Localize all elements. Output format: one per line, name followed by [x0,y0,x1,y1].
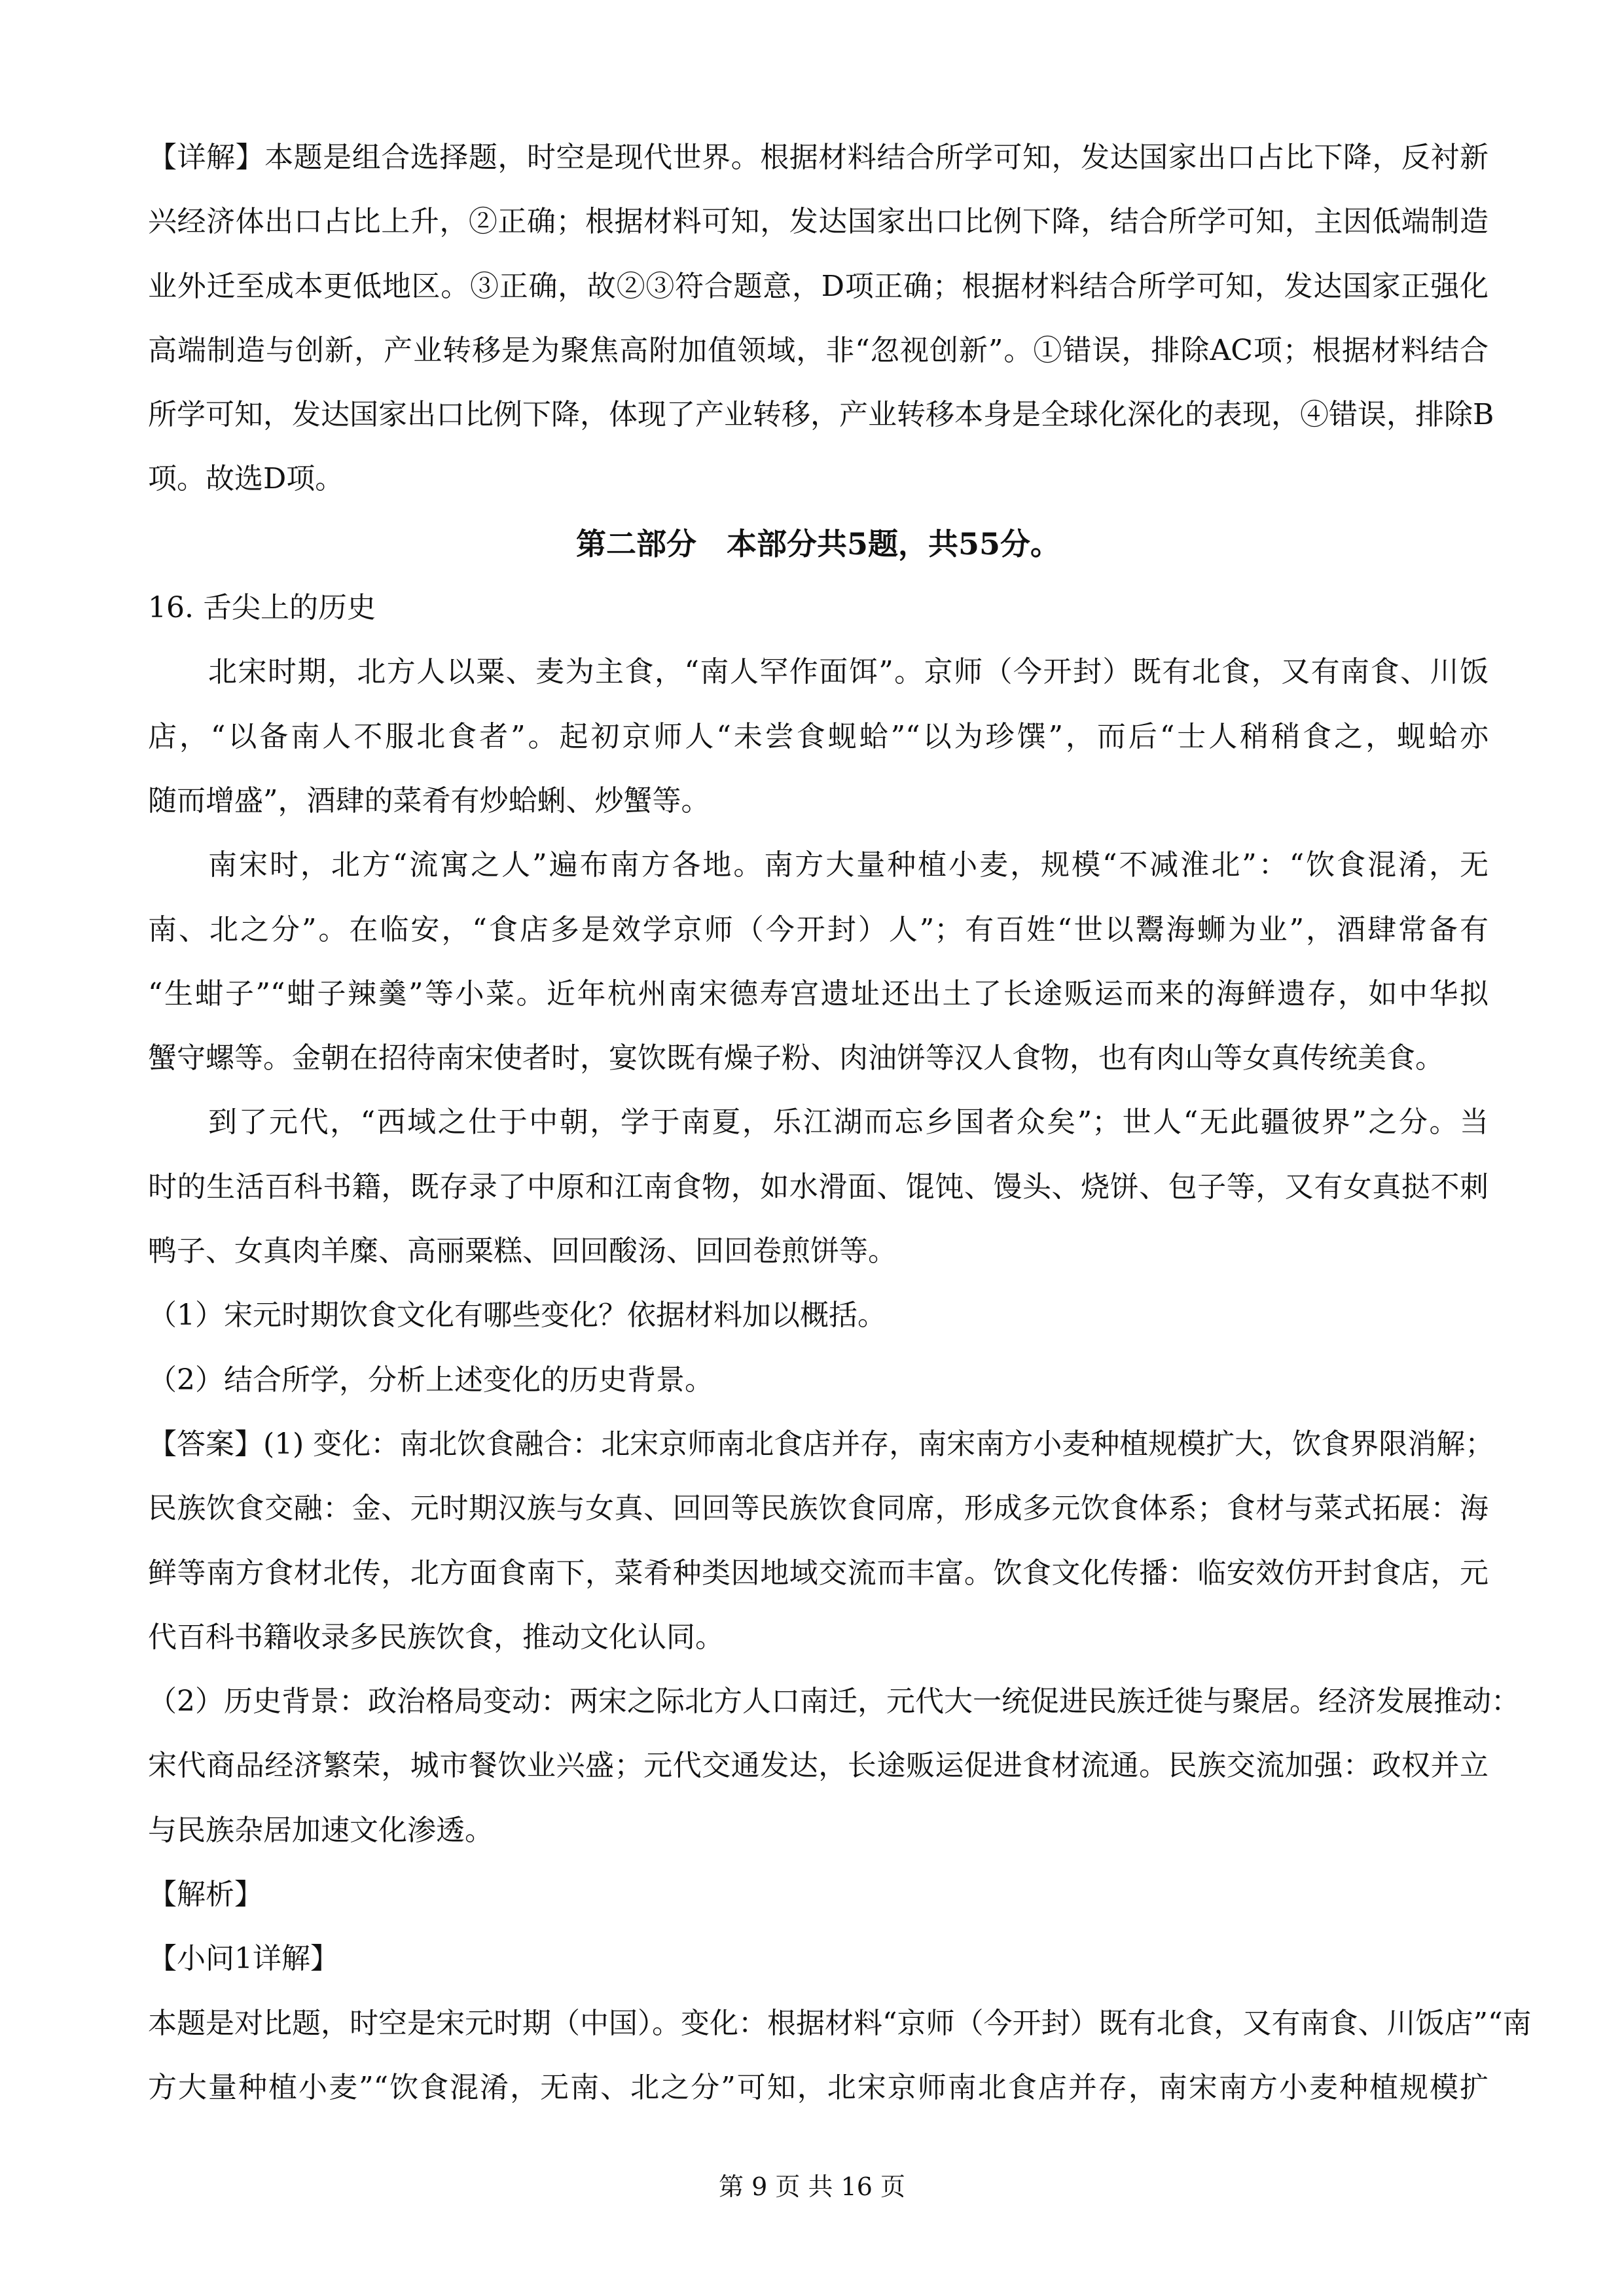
text-line: 【答案】(1) 变化：南北饮食融合：北宋京师南北食店并存，南宋南方小麦种植规模扩大，饮食界限消解； [148,1427,1494,1461]
text-line: 兴经济体出口占比上升，②正确；根据材料可知，发达国家出口比例下降，结合所学可知，主因低端制造 [148,205,1489,239]
text-line: 鸭子、女真肉羊糜、高丽粟糕、回回酸汤、回回卷煎饼等。 [148,1234,897,1268]
question-title: 16. 舌尖上的历史 [148,591,376,625]
material-paragraph-3 [148,1090,1489,1283]
text-line: 民族饮食交融：金、元时期汉族与女真、回回等民族饮食同席，形成多元饮食体系；食材与菜式拓展：海 [148,1492,1489,1526]
text-line: 北宋时期，北方人以粟、麦为主食，“南人罕作面饵”。京师（今开封）既有北食，又有南食、川饭 [208,655,1489,689]
material-paragraph-2 [148,833,1489,1090]
text-line: 鲜等南方食材北传，北方面食南下，菜肴种类因地域交流而丰富。饮食文化传播：临安效仿开封食店，元 [148,1556,1489,1590]
document-body [148,126,1532,2120]
text-line: 南宋时，北方“流寓之人”遍布南方各地。南方大量种植小麦，规模“不减淮北”：“饮食混淆，无 [208,848,1489,882]
material-paragraph-1 [148,640,1489,833]
text-line: 【详解】本题是组合选择题，时空是现代世界。根据材料结合所学可知，发达国家出口占比下降，反衬新 [148,141,1489,174]
text-line: 店，“以备南人不服北食者”。起初京师人“未尝食蚬蛤”“以为珍馔”，而后“士人稍稍食之，蚬蛤亦 [148,719,1489,753]
answer-part-1 [148,1412,1494,1670]
text-line: 时的生活百科书籍，既存录了中原和江南食物，如水滑面、馄饨、馒头、烧饼、包子等，又有女真挞不刺 [148,1170,1489,1204]
text-line: 南、北之分”。在临安，“食店多是效学京师（今开封）人”；有百姓“世以鬻海蛳为业”，酒肆常备有 [148,912,1489,946]
subquestion-1-label: 【小问1详解】 [148,1942,339,1976]
text-line: 项。故选D项。 [148,462,344,496]
page-footer: 第 9 页 共 16 页 [719,2172,905,2201]
sub-question-1: （1）宋元时期饮食文化有哪些变化？依据材料加以概括。 [148,1299,886,1333]
sub-question-2: （2）结合所学，分析上述变化的历史背景。 [148,1363,713,1397]
text-line: 蟹守螺等。金朝在招待南宋使者时，宴饮既有燥子粉、肉油饼等汉人食物，也有肉山等女真传统美食。 [148,1041,1444,1075]
text-line: 随而增盛”，酒肆的菜肴有炒蛤蜊、炒蟹等。 [148,783,710,817]
text-line: 宋代商品经济繁荣，城市餐饮业兴盛；元代交通发达，长途贩运促进食材流通。民族交流加强：政权并立 [148,1749,1489,1783]
subquestion-1-detail [148,1992,1532,2121]
text-line: 方大量种植小麦”“饮食混淆，无南、北之分”可知，北宋京师南北食店并存，南宋南方小麦种植规模扩 [148,2070,1489,2104]
text-line: 业外迁至成本更低地区。③正确，故②③符合题意，D项正确；根据材料结合所学可知，发达国家正强化 [148,269,1489,303]
answer-part-2 [148,1670,1520,1863]
text-line: 所学可知，发达国家出口比例下降，体现了产业转移，产业转移本身是全球化深化的表现，④错误，排除B [148,398,1494,432]
text-line: 到了元代，“西域之仕于中朝，学于南夏，乐江湖而忘乡国者众矣”；世人“无此疆彼界”之分。当 [208,1105,1489,1139]
section-heading: 第二部分 本部分共5题，共55分。 [575,526,1061,562]
text-line: 代百科书籍收录多民族饮食，推动文化认同。 [148,1620,724,1654]
analysis-label: 【解析】 [148,1878,263,1912]
text-line: 与民族杂居加速文化渗透。 [148,1813,494,1847]
detail-paragraph [148,126,1494,512]
text-line: （2）历史背景：政治格局变动：两宋之际北方人口南迁，元代大一统促进民族迁徙与聚居。经济发展推动： [148,1685,1520,1719]
text-line: 本题是对比题，时空是宋元时期（中国）。变化：根据材料“京师（今开封）既有北食，又有南食、川饭店”“南 [148,2006,1532,2040]
text-line: 高端制造与创新，产业转移是为聚焦高附加值领域，非“忽视创新”。①错误，排除AC项；根据材料结合 [148,333,1489,367]
text-line: “生蚶子”“蚶子辣羹”等小菜。近年杭州南宋德寿宫遗址还出土了长途贩运而来的海鲜遗存，如中华拟 [148,977,1489,1011]
